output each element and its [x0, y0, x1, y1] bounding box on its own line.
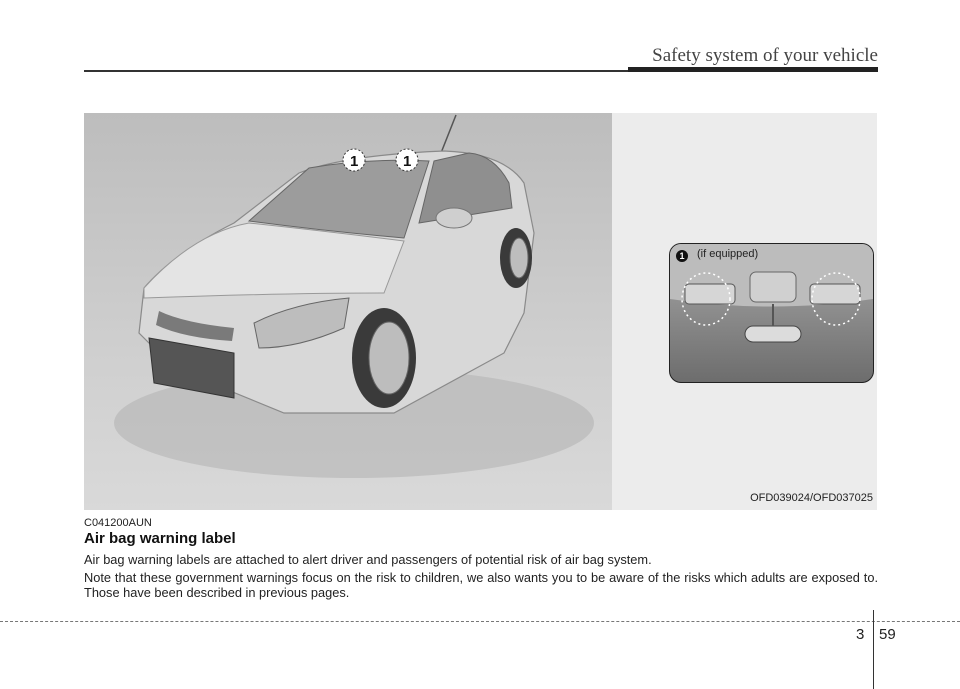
running-header-title: Safety system of your vehicle [652, 45, 878, 66]
chapter-number: 3 [856, 626, 865, 643]
sun-visor-inset [669, 243, 874, 383]
header-rule-accent [628, 67, 878, 72]
page-number: 59 [879, 626, 896, 643]
paragraph-2: Note that these government warnings focus on the risk to children, we also wants you to be aware of the risks which adults are exposed to. Those have been described in previous pages. [84, 570, 878, 600]
footer-divider [873, 610, 874, 689]
paragraph-1: Air bag warning labels are attached to alert driver and passengers of potential risk of air bag system. [84, 552, 652, 567]
headliner-illustration [670, 244, 873, 382]
callout-marker-left: 1 [350, 153, 359, 170]
section-title: Air bag warning label [84, 530, 236, 547]
inset-marker: 1 [676, 250, 688, 262]
section-code: C041200AUN [84, 517, 152, 529]
car-illustration [84, 113, 612, 510]
callout-marker-right: 1 [403, 153, 412, 170]
figure-code: OFD039024/OFD037025 [750, 492, 873, 504]
airbag-label-figure [84, 113, 877, 510]
footer-rule [0, 621, 960, 622]
inset-label: (if equipped) [697, 248, 759, 260]
